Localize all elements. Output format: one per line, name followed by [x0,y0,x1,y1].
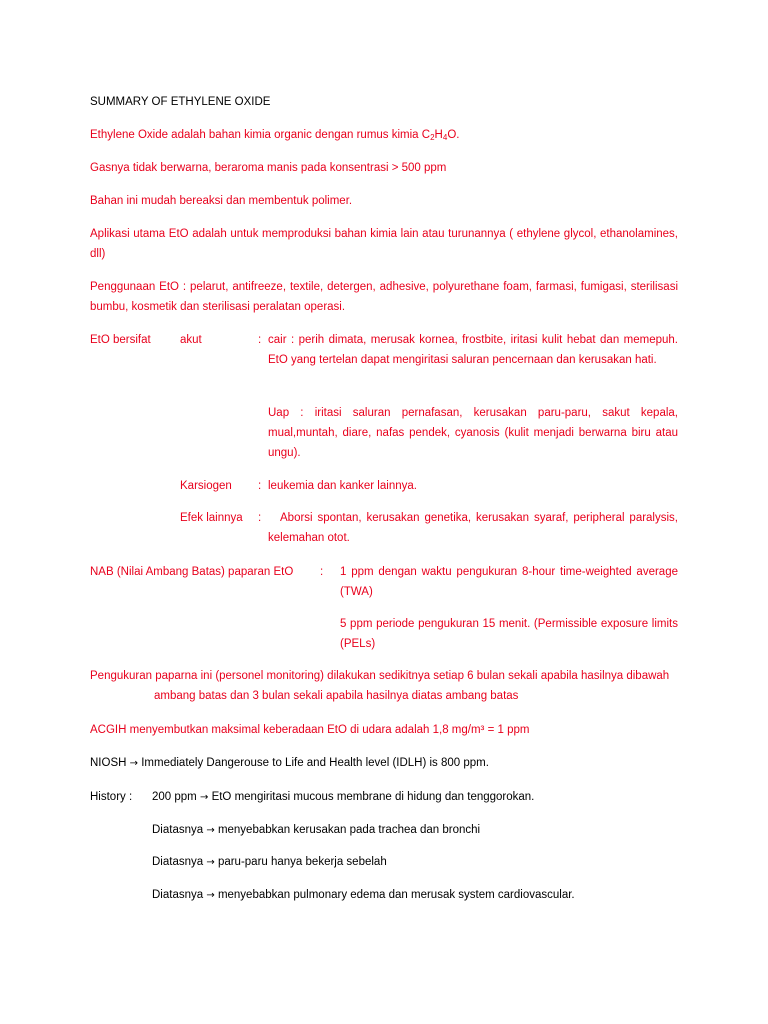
application-paragraph: Aplikasi utama EtO adalah untuk memproduksi bahan kimia lain atau turunannya ( ethylene glycol, ethanolamines, dll) [90,228,678,260]
efek-colon: : [258,512,262,524]
document-title: SUMMARY OF ETHYLENE OXIDE [90,96,271,108]
formula-line [90,125,678,145]
history-item-pre: Diatasnya [152,824,204,836]
karsiogen-label: Karsiogen [180,480,232,492]
history-item-pre: Diatasnya [152,856,204,868]
formula-text: Ethylene Oxide adalah bahan kimia organic dengan rumus kimia C [90,129,431,141]
history-item-pre: 200 ppm [152,791,197,803]
efek-text: Aborsi spontan, kerusakan genetika, kerusakan syaraf, peripheral paralysis, kelemahan otot. [268,512,678,544]
nab-pel-text: 5 ppm periode pengukuran 15 menit. (Permissible exposure limits (PELs) [340,618,678,650]
akut-cair-text: cair : perih dimata, merusak kornea, frostbite, iritasi kulit hebat dan memepuh. EtO yang tertelan dapat mengiritasi saluran pencernaan dan kerusakan hati. [268,334,678,366]
niosh-text: Immediately Dangerouse to Life and Health level (IDLH) is 800 ppm. [141,757,489,769]
nab-colon: : [320,566,324,578]
history-item [152,787,678,808]
arrow-right-icon: → [206,857,215,868]
usage-paragraph: Penggunaan EtO : pelarut, antifreeze, textile, detergen, adhesive, polyurethane foam, farmasi, fumigasi, sterilisasi bumbu, kosmetik dan sterilisasi peralatan operasi. [90,281,678,313]
niosh-line [90,753,678,774]
sifat-label: EtO bersifat [90,334,151,346]
nab-label: NAB (Nilai Ambang Batas) paparan EtO [90,566,294,578]
history-item-pre: Diatasnya [152,889,204,901]
history-item-text: paru-paru hanya bekerja sebelah [217,856,387,868]
history-item [152,852,678,873]
acgih-line: ACGIH menyembutkan maksimal keberadaan EtO di udara adalah 1,8 mg/m³ = 1 ppm [90,724,530,736]
history-item-text: menyebabkan pulmonary edema dan merusak system cardiovascular. [217,889,575,901]
history-label: History : [90,791,133,803]
pengukuran-paragraph: Pengukuran paparna ini (personel monitoring) dilakukan sedikitnya setiap 6 bulan sekali apabila hasilnya dibawah ambang batas dan 3 bulan sekali apabila hasilnya diatas ambang batas [90,670,670,702]
formula-end: O. [447,129,460,141]
history-item-text: EtO mengiritasi mucous membrane di hidung dan tenggorokan. [211,791,535,803]
history-item [152,820,678,841]
history-item [152,885,678,906]
formula-sub-4: 4 [442,133,448,142]
arrow-right-icon: → [206,825,215,836]
akut-colon: : [258,334,262,346]
formula-h: H [434,129,443,141]
niosh-label: NIOSH [90,757,127,769]
reactivity-line: Bahan ini mudah bereaksi dan membentuk polimer. [90,195,353,207]
akut-label: akut [180,334,202,346]
history-item-text: menyebabkan kerusakan pada trachea dan bronchi [217,824,481,836]
arrow-right-icon: → [206,890,215,901]
karsiogen-text: leukemia dan kanker lainnya. [268,480,417,492]
formula-sub-2: 2 [430,133,435,142]
karsiogen-colon: : [258,480,262,492]
arrow-right-icon: → [129,758,139,769]
akut-uap-text: Uap : iritasi saluran pernafasan, kerusakan paru-paru, sakut kepala, mual,muntah, diare, nafas pendek, cyanosis (kulit menjadi berwarna biru atau ungu). [268,407,678,459]
arrow-right-icon: → [199,792,209,803]
gas-description: Gasnya tidak berwarna, beraroma manis pada konsentrasi > 500 ppm [90,162,447,174]
efek-label: Efek lainnya [180,512,243,524]
nab-twa-text: 1 ppm dengan waktu pengukuran 8-hour time-weighted average (TWA) [340,566,678,598]
